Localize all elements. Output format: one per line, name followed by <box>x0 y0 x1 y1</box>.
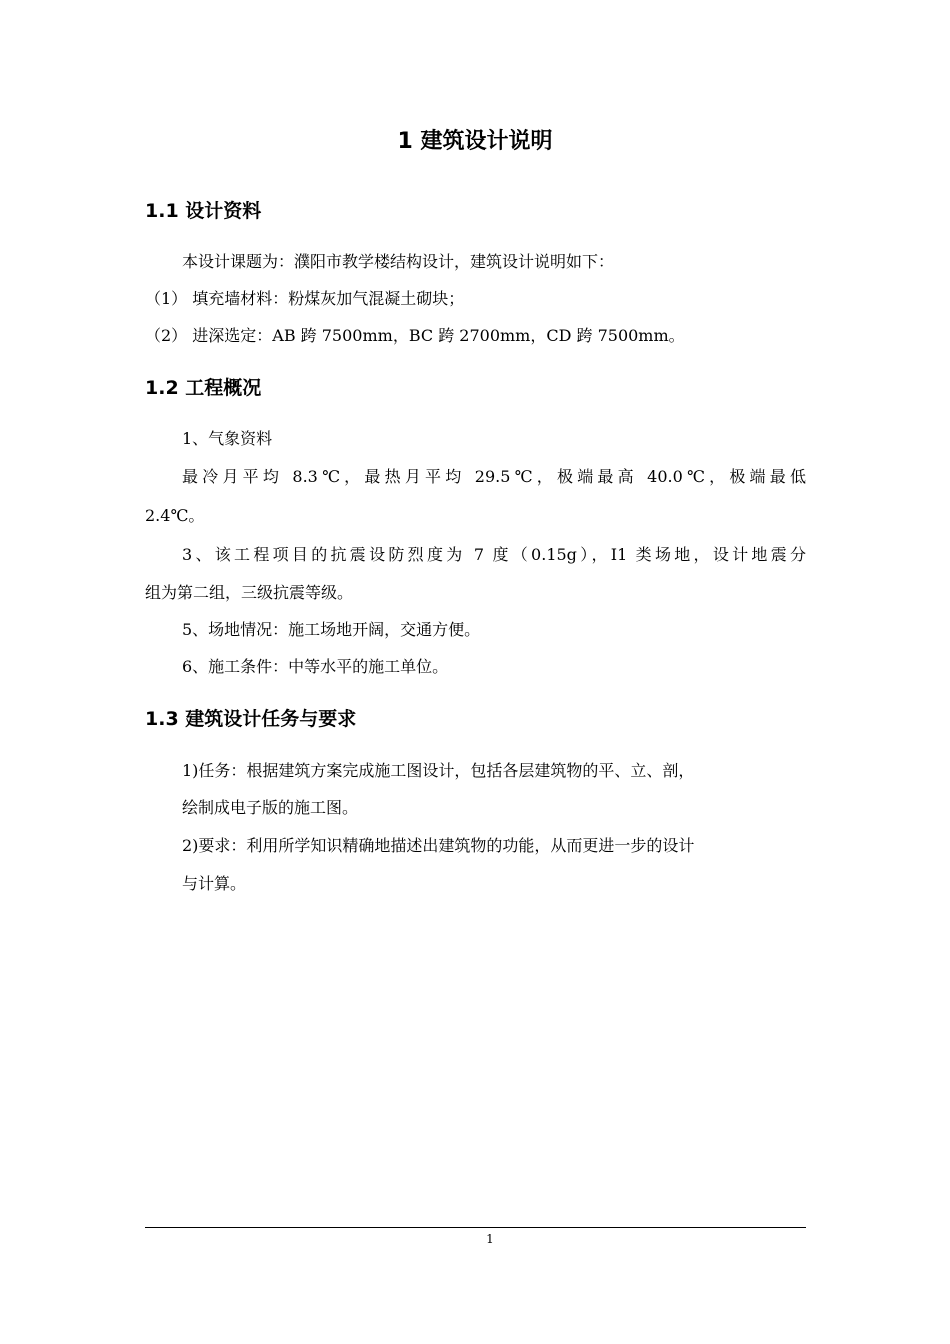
footer-rule <box>145 1227 806 1228</box>
paragraph-weather-heading: 1、气象资料 <box>182 429 273 448</box>
paragraph-seismic-line2: 组为第二组，三级抗震等级。 <box>145 583 354 602</box>
paragraph-topic: 本设计课题为：濮阳市教学楼结构设计，建筑设计说明如下： <box>182 252 615 271</box>
paragraph-temperature-line1: 最冷月平均 8.3℃，最热月平均 29.5℃，极端最高 40.0℃，极端最低 <box>182 467 806 486</box>
paragraph-task-line1: 1)任务：根据建筑方案完成施工图设计，包括各层建筑物的平、立、剖， <box>182 761 695 780</box>
paragraph-construction-conditions: 6、施工条件：中等水平的施工单位。 <box>182 657 449 676</box>
paragraph-task-line2: 绘制成电子版的施工图。 <box>182 798 359 817</box>
page-number: 1 <box>486 1232 494 1246</box>
paragraph-site-conditions: 5、场地情况：施工场地开阔，交通方便。 <box>182 620 481 639</box>
paragraph-seismic-line1: 3、该工程项目的抗震设防烈度为 7 度（0.15g），I1 类场地，设计地震分 <box>182 545 806 564</box>
chapter-title: 1 建筑设计说明 <box>397 129 553 154</box>
paragraph-requirement-line1: 2)要求：利用所学知识精确地描述出建筑物的功能，从而更进一步的设计 <box>182 836 695 855</box>
section-heading-1-2: 1.2 工程概况 <box>145 377 262 399</box>
paragraph-span-depth: （2） 进深选定：AB 跨 7500mm，BC 跨 2700mm，CD 跨 7500mm。 <box>145 326 685 345</box>
paragraph-wall-material: （1） 填充墙材料：粉煤灰加气混凝土砌块； <box>145 289 465 308</box>
paragraph-requirement-line2: 与计算。 <box>182 874 247 893</box>
section-heading-1-3: 1.3 建筑设计任务与要求 <box>145 708 357 730</box>
section-heading-1-1: 1.1 设计资料 <box>145 200 262 222</box>
paragraph-temperature-line2: 2.4℃。 <box>145 506 205 525</box>
